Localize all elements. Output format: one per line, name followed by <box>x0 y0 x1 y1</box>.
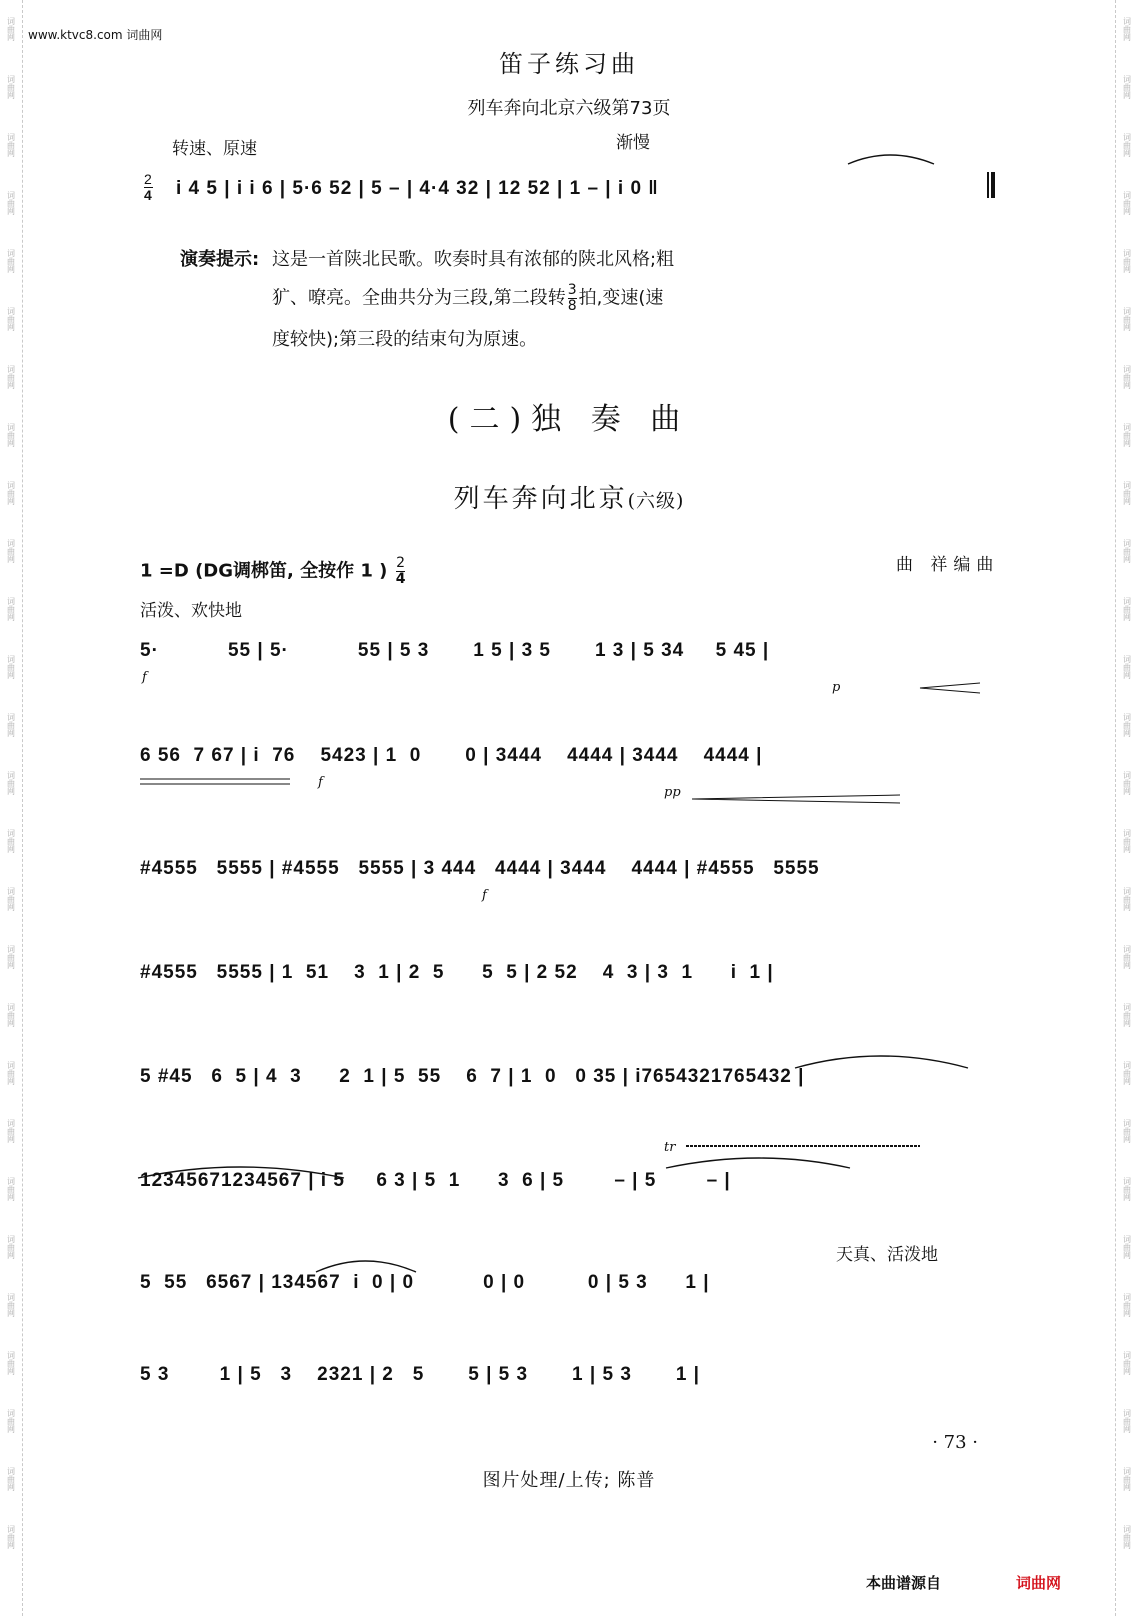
edge-watermark: 词曲网 <box>6 481 16 505</box>
performance-note-label: 演奏提示: <box>180 249 260 270</box>
edge-watermark: 词曲网 <box>6 1177 16 1201</box>
brand-link[interactable]: 词曲网 <box>1016 1574 1062 1592</box>
piece-level: (六级) <box>627 490 685 512</box>
site-watermark: www.ktvc8.com 词曲网 <box>28 28 163 42</box>
page-subtitle: 列车奔向北京六级第73页 <box>467 98 671 119</box>
score-row: 5 #45 6 5 | 4 3 2 1 | 5 55 6 7 | 1 0 0 35 | i7654321765432 | <box>140 1066 805 1087</box>
dynamic-mark: p <box>832 680 841 695</box>
edge-watermark: 词曲网 <box>6 191 16 215</box>
edge-watermark: 词曲网 <box>1122 365 1132 389</box>
section-title: (二)独 奏 曲 <box>447 402 691 437</box>
edge-watermark: 词曲网 <box>1122 887 1132 911</box>
edge-watermark: 词曲网 <box>6 1351 16 1375</box>
edge-watermark: 词曲网 <box>6 1409 16 1433</box>
edge-watermark: 词曲网 <box>6 829 16 853</box>
expression-mark-1: 活泼、欢快地 <box>140 601 242 621</box>
edge-watermark: 词曲网 <box>1122 829 1132 853</box>
edge-watermark: 词曲网 <box>1122 945 1132 969</box>
edge-watermark: 词曲网 <box>6 365 16 389</box>
dynamic-mark: f <box>142 670 147 685</box>
edge-watermark: 词曲网 <box>1122 1525 1132 1549</box>
score-row: 6 56 7 67 | i 76 5423 | 1 0 0 | 3444 4444 | 3444 4444 | <box>140 745 763 766</box>
edge-watermark: 词曲网 <box>1122 597 1132 621</box>
edge-watermark: 词曲网 <box>1122 1061 1132 1085</box>
edge-watermark: 词曲网 <box>6 1119 16 1143</box>
excerpt-tempo-left: 转速、原速 <box>172 139 257 159</box>
score-row: #4555 5555 | #4555 5555 | 3 444 4444 | 3444 4444 | #4555 5555 <box>140 858 820 879</box>
edge-watermark: 词曲网 <box>6 771 16 795</box>
edge-watermark: 词曲网 <box>1122 249 1132 273</box>
piece-title-text: 列车奔向北京 <box>453 484 628 514</box>
edge-watermark: 词曲网 <box>6 655 16 679</box>
edge-watermark: 词曲网 <box>6 539 16 563</box>
edge-watermark: 词曲网 <box>1122 1177 1132 1201</box>
edge-watermark: 词曲网 <box>6 249 16 273</box>
key-text: 1 =D (DG调梆笛, 全按作 1 ) <box>140 560 388 582</box>
score-row: 12345671234567 | i 5 6 3 | 5 1 3 6 | 5 – | 5 – | <box>140 1170 731 1191</box>
excerpt-tempo-right: 渐慢 <box>616 133 650 153</box>
edge-watermark: 词曲网 <box>1122 133 1132 157</box>
edge-watermark: 词曲网 <box>1122 771 1132 795</box>
performance-note-line-2-end: 拍,变速(速 <box>578 287 664 309</box>
score-row: 5 55 6567 | 134567 i 0 | 0 0 | 0 0 | 5 3 1 | <box>140 1272 710 1293</box>
edge-watermark: 词曲网 <box>6 17 16 41</box>
score-row: #4555 5555 | 1 51 3 1 | 2 5 5 5 | 2 52 4 3 | 3 1 i 1 | <box>140 962 774 983</box>
edge-watermark: 词曲网 <box>6 945 16 969</box>
edge-watermark: 词曲网 <box>1122 1351 1132 1375</box>
expression-mark-2: 天真、活泼地 <box>836 1245 938 1265</box>
edge-watermark: 词曲网 <box>1122 1467 1132 1491</box>
dynamic-mark: f <box>318 775 323 790</box>
edge-watermark: 词曲网 <box>6 1525 16 1549</box>
edge-watermark: 词曲网 <box>6 887 16 911</box>
edge-watermark: 词曲网 <box>6 133 16 157</box>
performance-note-line-2-start: 犷、嘹亮。全曲共分为三段,第二段转 <box>272 287 566 309</box>
edge-watermark: 词曲网 <box>6 597 16 621</box>
page-title: 笛子练习曲 <box>499 50 639 78</box>
performance-note-line-1: 这是一首陕北民歌。吹奏时具有浓郁的陕北风格;粗 <box>272 249 675 270</box>
edge-watermark: 词曲网 <box>1122 1409 1132 1433</box>
edge-watermark: 词曲网 <box>1122 17 1132 41</box>
source-label: 本曲谱源自 <box>866 1574 942 1592</box>
edge-watermark: 词曲网 <box>1122 539 1132 563</box>
edge-watermark: 词曲网 <box>6 1235 16 1259</box>
edge-watermark: 词曲网 <box>1122 191 1132 215</box>
edge-watermark: 词曲网 <box>1122 1293 1132 1317</box>
edge-watermark: 词曲网 <box>6 307 16 331</box>
page-number: · 73 · <box>932 1432 978 1453</box>
edge-watermark: 词曲网 <box>6 1061 16 1085</box>
dynamic-mark: f <box>482 888 487 903</box>
edge-watermark: 词曲网 <box>1122 1235 1132 1259</box>
score-row: 5 3 1 | 5 3 2321 | 2 5 5 | 5 3 1 | 5 3 1 | <box>140 1364 701 1385</box>
excerpt-time-signature: $\frac{2}{4}$ <box>144 171 153 203</box>
piece-time-signature: $\frac{2}{4}$ <box>395 555 406 587</box>
dynamic-mark: pp <box>664 785 681 800</box>
edge-watermark: 词曲网 <box>6 1467 16 1491</box>
edge-watermark: 词曲网 <box>1122 75 1132 99</box>
edge-watermark: 词曲网 <box>6 713 16 737</box>
edge-watermark: 词曲网 <box>1122 481 1132 505</box>
performance-note-line-3: 度较快);第三段的结束句为原速。 <box>272 329 538 350</box>
edge-watermark: 词曲网 <box>6 1293 16 1317</box>
edge-watermark: 词曲网 <box>6 75 16 99</box>
edge-watermark: 词曲网 <box>1122 1003 1132 1027</box>
edge-watermark: 词曲网 <box>6 423 16 447</box>
arranger: 曲 祥编曲 <box>896 555 1000 575</box>
edge-watermark: 词曲网 <box>1122 1119 1132 1143</box>
edge-watermark: 词曲网 <box>1122 307 1132 331</box>
excerpt-measures: i 4 5 | i i 6 | 5·6 52 | 5 – | 4·4 32 | 12 52 | 1 – | i 0 ‖ <box>176 178 659 199</box>
meter-fraction: $\frac{3}{8}$ <box>567 282 577 314</box>
edge-watermark: 词曲网 <box>1122 423 1132 447</box>
edge-watermark: 词曲网 <box>1122 713 1132 737</box>
score-row: 5· 55 | 5· 55 | 5 3 1 5 | 3 5 1 3 | 5 34 5 45 | <box>140 640 770 661</box>
dynamic-mark: tr <box>664 1140 676 1155</box>
upload-credit: 图片处理/上传; 陈普 <box>482 1470 656 1491</box>
edge-watermark: 词曲网 <box>1122 655 1132 679</box>
edge-watermark: 词曲网 <box>6 1003 16 1027</box>
